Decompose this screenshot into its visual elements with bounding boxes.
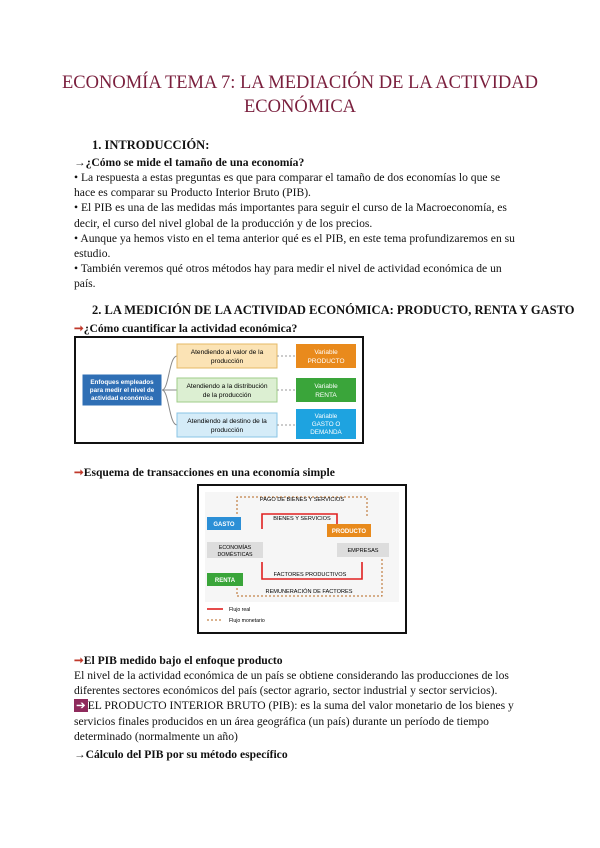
section-1-body: • La respuesta a estas preguntas es que para comparar el tamaño de dos economías lo que se hace es comparar su Producto Interior Bruto (PIB). • El PIB es una de las medidas más importantes para seguir el curso de la Macroeconomía, es decir, el curso del nivel global de la producción y de los precios. • Aunque ya hemos visto en el tema anterior qué es el PIB, en este tema profundizaremos en su estudio. • También veremos qué otros métodos hay para medir el nivel de actividad económica de un país. [74,171,515,291]
svg-text:PAGO DE BIENES Y SERVICIOS: PAGO DE BIENES Y SERVICIOS [259,497,345,503]
svg-text:Enfoques empleados: Enfoques empleados [90,379,154,386]
svg-text:para medir el nivel de: para medir el nivel de [89,387,155,394]
svg-text:EMPRESAS: EMPRESAS [347,548,379,554]
arrow-icon: ➞ [74,322,84,335]
svg-text:GASTO O: GASTO O [311,421,341,428]
svg-text:ECONOMÍAS: ECONOMÍAS [218,545,252,551]
pib-enfoque-heading: ➞El PIB medido bajo el enfoque producto [74,654,283,667]
svg-text:Atendiendo al valor de la: Atendiendo al valor de la [190,349,264,356]
svg-text:de la producción: de la producción [202,392,252,399]
section-1-heading: 1. INTRODUCCIÓN: [92,138,210,152]
calculo-pib-heading: →Cálculo del PIB por su método específico [74,748,288,761]
svg-text:actividad económica: actividad económica [91,395,153,402]
svg-text:FACTORES PRODUCTIVOS: FACTORES PRODUCTIVOS [273,572,347,578]
enfoques-diagram [74,336,364,444]
svg-text:PRODUCTO: PRODUCTO [331,529,367,535]
svg-text:PRODUCTO: PRODUCTO [307,358,345,365]
svg-text:REMUNERACIÓN DE FACTORES: REMUNERACIÓN DE FACTORES [265,589,353,595]
page-title: ECONOMÍA TEMA 7: LA MEDIACIÓN DE LA ACTIVIDAD ECONÓMICA [61,73,539,117]
pib-enfoque-body: El nivel de la actividad económica de un país se obtiene considerando las producciones de los diferentes sectores económicos del país (sector agrario, sector industrial y sector servicios). ➔ EL PRODUCTO INTERIOR BRUTO (PIB): es la suma del valor monetario de los bienes y servicios finales producidos en un área geográfica (un país) durante un período de tiempo determinado (normalmente un año) [74,669,514,743]
transacciones-diagram [197,484,407,634]
svg-text:DOMÉSTICAS: DOMÉSTICAS [217,552,253,558]
svg-text:RENTA: RENTA [214,578,236,584]
svg-text:Variable: Variable [314,413,338,420]
svg-text:Atendiendo a la distribución: Atendiendo a la distribución [186,383,268,390]
svg-text:GASTO: GASTO [213,522,235,528]
svg-text:BIENES Y SERVICIOS: BIENES Y SERVICIOS [273,516,331,522]
svg-text:DEMANDA: DEMANDA [310,429,342,436]
arrow-icon: ➞ [74,654,84,667]
svg-text:Flujo real: Flujo real [229,607,251,613]
section-2-heading: 2. LA MEDICIÓN DE LA ACTIVIDAD ECONÓMICA: PRODUCTO, RENTA Y GASTO [92,303,575,317]
svg-text:Variable: Variable [314,383,338,390]
arrow-icon: ➞ [74,466,84,479]
highlight-arrow-icon: ➔ [76,699,86,713]
svg-text:producción: producción [210,427,244,434]
svg-text:Flujo monetario: Flujo monetario [229,618,265,624]
section-2-question: ➞¿Cómo cuantificar la actividad económica? [74,322,298,335]
transacciones-heading: ➞Esquema de transacciones en una economía simple [74,466,335,479]
svg-text:RENTA: RENTA [315,392,337,399]
section-1-question: →¿Cómo se mide el tamaño de una economía? [74,156,305,169]
svg-text:producción: producción [210,358,244,365]
svg-text:Variable: Variable [314,349,338,356]
svg-text:Atendiendo al destino de la: Atendiendo al destino de la [187,418,267,425]
